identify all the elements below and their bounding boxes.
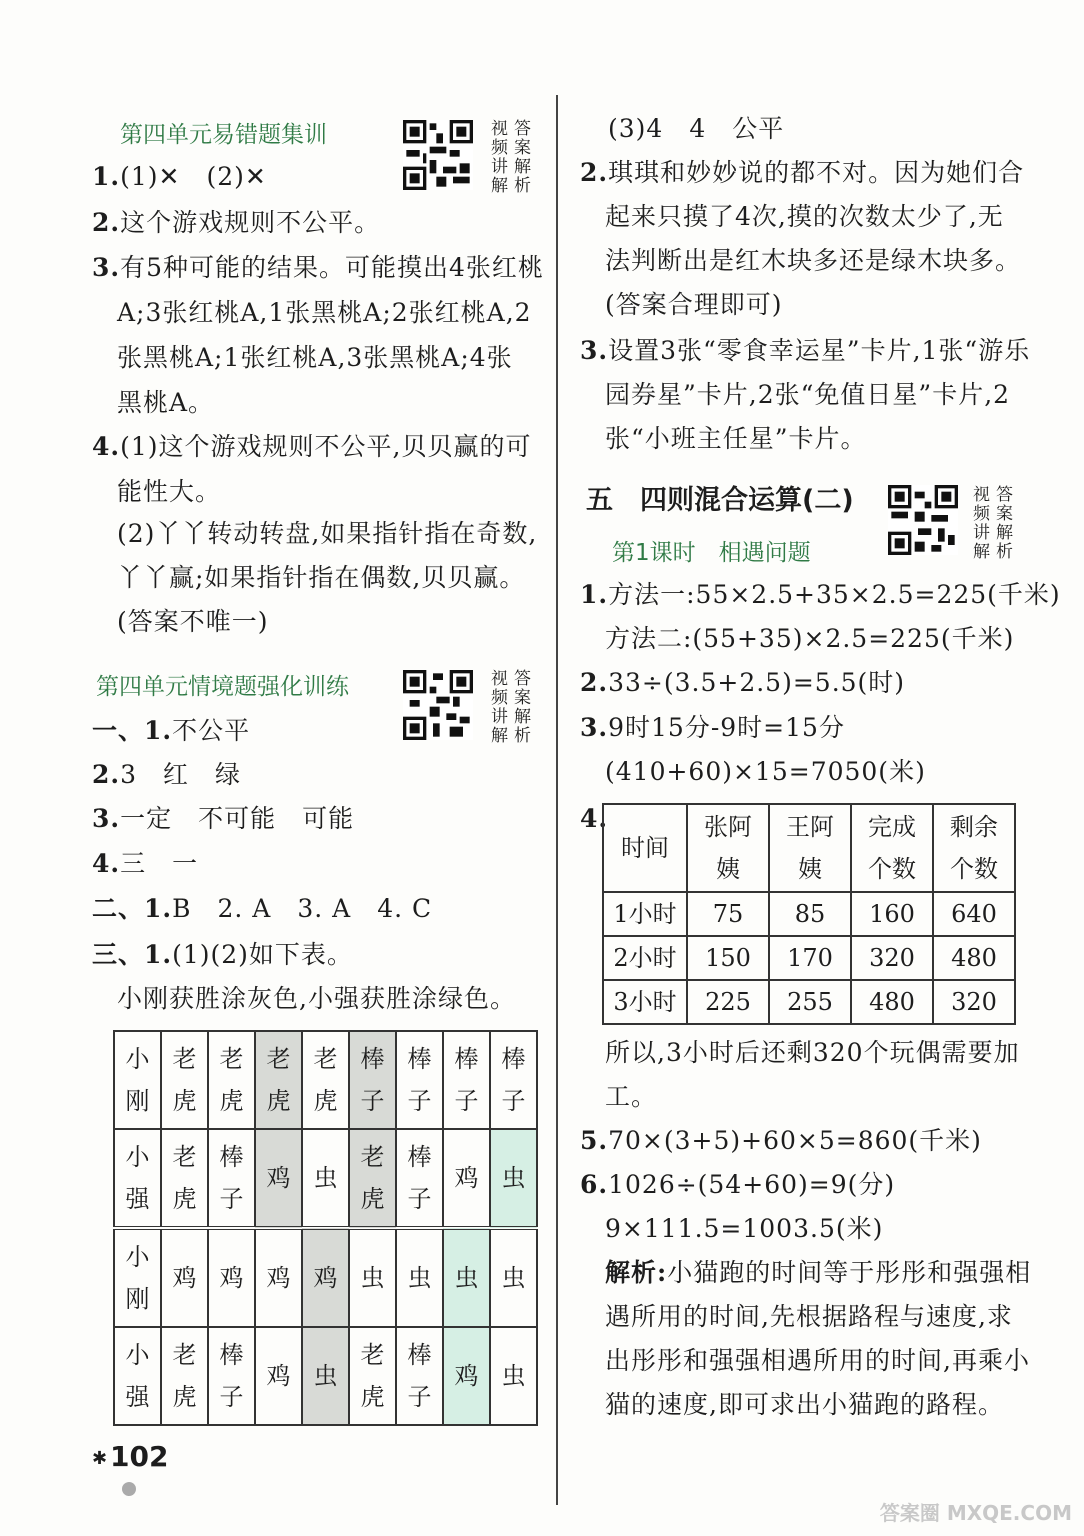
qr-label: 视 答 频 案 讲 解 解 析 bbox=[973, 485, 1013, 562]
answer-line: 9×111.5=1003.5(米) bbox=[605, 1214, 884, 1243]
answer-line: 2.33÷(3.5+2.5)=5.5(时) bbox=[580, 668, 906, 697]
dot-icon bbox=[122, 1482, 136, 1496]
answer-line: (3)4 4 公平 bbox=[608, 114, 785, 143]
qr-code-icon[interactable] bbox=[403, 120, 473, 190]
table-row: 2小时 150 170 320 480 bbox=[603, 936, 1015, 980]
qr-label: 视 答 频 案 讲 解 解 析 bbox=[491, 119, 531, 196]
analysis-line: 猫的速度,即可求出小猫跑的路程。 bbox=[605, 1390, 1004, 1419]
qr-code-icon[interactable] bbox=[403, 670, 473, 740]
answer-line: 3.有5种可能的结果。可能摸出4张红桃 bbox=[92, 253, 544, 282]
table-row: 小 强 老 虎 棒 子 鸡 虫 老 虎 棒 子 鸡 虫 bbox=[114, 1129, 537, 1228]
answer-line: 2.琪琪和妙妙说的都不对。因为她们合 bbox=[580, 158, 1025, 187]
section-title-situational: 第四单元情境题强化训练 bbox=[96, 674, 349, 700]
answer-line: 1.(1)✕ (2)✕ bbox=[92, 162, 267, 191]
answer-line: 6.1026÷(54+60)=9(分) bbox=[580, 1170, 896, 1199]
answer-line: 张黑桃A;1张红桃A,3张黑桃A;4张 bbox=[117, 343, 513, 372]
answer-line: 5.70×(3+5)+60×5=860(千米) bbox=[580, 1126, 982, 1155]
table-row: 时间 张阿 姨 王阿 姨 完成 个数 剩余 个数 bbox=[603, 804, 1015, 892]
watermark: 答案圈 MXQE.COM bbox=[879, 1501, 1072, 1525]
answer-line: 园券星”卡片,2张“免值日星”卡片,2 bbox=[605, 380, 1011, 409]
unit-title: 五 四则混合运算(二) bbox=[586, 485, 854, 516]
answer-line: 黑桃A。 bbox=[117, 388, 215, 417]
answer-line: 方法二:(55+35)×2.5=225(千米) bbox=[605, 624, 1015, 653]
answer-line: (2)丫丫转动转盘,如果指针指在奇数, bbox=[117, 519, 538, 548]
analysis-line: 出彤彤和强强相遇所用的时间,再乘小 bbox=[605, 1346, 1030, 1375]
table-row: 小 强 老 虎 棒 子 鸡 虫 老 虎 棒 子 鸡 虫 bbox=[114, 1327, 537, 1425]
qr-code-icon[interactable] bbox=[888, 485, 958, 555]
answer-line: 2.这个游戏规则不公平。 bbox=[92, 208, 381, 237]
star-icon: ✱ bbox=[92, 1448, 108, 1469]
answer-line: A;3张红桃A,1张黑桃A;2张红桃A,2 bbox=[117, 298, 532, 327]
column-divider bbox=[556, 95, 558, 1505]
answer-line: 张“小班主任星”卡片。 bbox=[605, 424, 867, 453]
lesson-title: 第1课时 相遇问题 bbox=[612, 540, 811, 566]
analysis-line: 解析:小猫跑的时间等于彤彤和强强相 bbox=[605, 1258, 1032, 1287]
answer-line: 2.3 红 绿 bbox=[92, 760, 242, 789]
answer-line: 三、1.(1)(2)如下表。 bbox=[92, 940, 353, 969]
answer-line: 能性大。 bbox=[117, 477, 222, 506]
answer-line: 一、1.不公平 bbox=[92, 716, 251, 745]
analysis-line: 遇所用的时间,先根据路程与速度,求 bbox=[605, 1302, 1013, 1331]
answer-line: (答案不唯一) bbox=[117, 607, 269, 636]
answer-line: (答案合理即可) bbox=[605, 290, 783, 319]
answer-line: (410+60)×15=7050(米) bbox=[605, 757, 926, 786]
answer-line: 二、1.B 2. A 3. A 4. C bbox=[92, 894, 433, 923]
answer-line: 起来只摸了4次,摸的次数太少了,无 bbox=[605, 202, 1004, 231]
answer-line: 3.9时15分-9时=15分 bbox=[580, 713, 845, 742]
answer-line: 小刚获胜涂灰色,小强获胜涂绿色。 bbox=[117, 984, 516, 1013]
answer-line: 法判断出是红木块多还是绿木块多。 bbox=[605, 246, 1022, 275]
answer-line: 3.一定 不可能 可能 bbox=[92, 804, 355, 833]
answer-line: 4.(1)这个游戏规则不公平,贝贝赢的可 bbox=[92, 432, 532, 461]
answer-line: 1.方法一:55×2.5+35×2.5=225(千米) bbox=[580, 580, 1061, 609]
table-row: 小 刚 鸡 鸡 鸡 鸡 虫 虫 虫 虫 bbox=[114, 1228, 537, 1327]
question-number: 4. bbox=[580, 804, 609, 833]
table-row: 1小时 75 85 160 640 bbox=[603, 892, 1015, 936]
section-title-errors: 第四单元易错题集训 bbox=[120, 122, 327, 148]
answer-line: 3.设置3张“零食幸运星”卡片,1张“游乐 bbox=[580, 336, 1031, 365]
answer-line: 丫丫赢;如果指针指在偶数,贝贝赢。 bbox=[117, 563, 526, 592]
work-progress-table bbox=[602, 803, 1016, 1025]
table-row: 3小时 225 255 480 320 bbox=[603, 980, 1015, 1024]
table-row: 小 刚 老 虎 老 虎 老 虎 老 虎 棒 子 棒 子 棒 子 棒 子 bbox=[114, 1031, 537, 1129]
qr-label: 视 答 频 案 讲 解 解 析 bbox=[491, 669, 531, 746]
answer-line: 所以,3小时后还剩320个玩偶需要加 bbox=[605, 1038, 1020, 1067]
game-result-table bbox=[113, 1030, 538, 1426]
answer-line: 4.三 一 bbox=[92, 849, 199, 878]
page-number: 102 bbox=[110, 1440, 169, 1473]
answer-line: 工。 bbox=[605, 1082, 658, 1111]
